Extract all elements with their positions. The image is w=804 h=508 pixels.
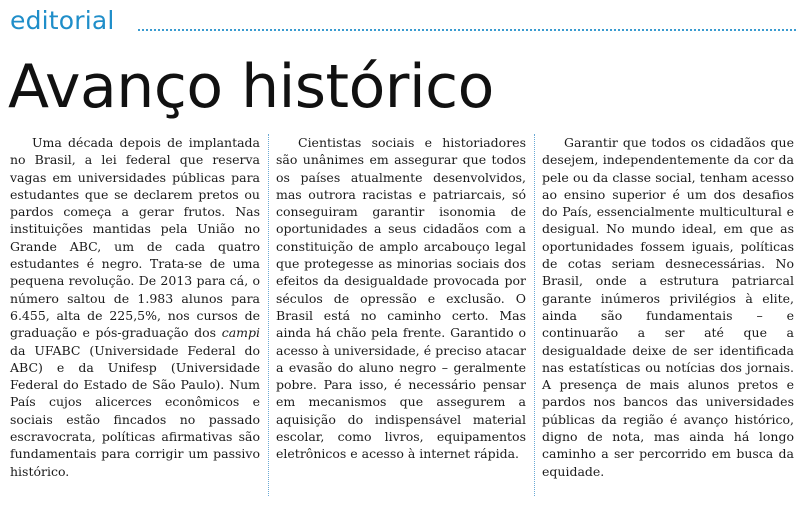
column-divider-2 (534, 134, 535, 496)
column-1-text-end: da UFABC (Universidade Federal do ABC) e da Unifesp (Universidade Federal do Estado de São Paulo). Num País cujos alicerces econômicos e sociais estão fincados no passado escravocrata, políticas afirmativas são fundamentais para corrigir um passivo histórico. (10, 342, 260, 479)
article-body (0, 134, 804, 504)
article-column-1 (10, 134, 260, 480)
column-1-paragraph (10, 134, 260, 480)
section-label: editorial (10, 6, 115, 35)
article-column-2 (276, 134, 526, 463)
column-1-text-start: Uma década depois de implantada no Brasil, a lei federal que reserva vagas em universidades públicas para estudantes que se declarem pretos ou pardos começa a gerar frutos. Nas instituições mantidas pela União no Grande ABC, um de cada quatro estudantes é negro. Trata-se de uma pequena revolução. De 2013 para cá, o número saltou de 1.983 alunos para 6.455, alta de 225,5%, nos cursos de graduação e pós-graduação dos (10, 135, 260, 341)
section-dotted-rule (138, 29, 796, 31)
column-3-paragraph: Garantir que todos os cidadãos que desejem, independentemente da cor da pele ou da classe social, tenham acesso ao ensino superior é um dos desafios do País, essencialmente multicultural e desigual. No mundo ideal, em que as oportunidades fossem iguais, políticas de cotas seriam desnecessárias. No Brasil, onde a estrutura patriarcal garante inúmeros privilégios à elite, ainda são fundamentais – e continuarão a ser até que a desigualdade deixe de ser identificada nas estatísticas ou notícias dos jornais. A presença de mais alunos pretos e pardos nos bancos das universidades públicas da região é avanço histórico, digno de nota, mas ainda há longo caminho a ser percorrido em busca da equidade. (542, 135, 794, 479)
article-column-3 (542, 134, 794, 480)
column-1-italic-term: campi (221, 325, 260, 341)
column-2-paragraph: Cientistas sociais e historiadores são unânimes em assegurar que todos os países atualmente desenvolvidos, mas outrora racistas e patriarcais, só conseguiram garantir isonomia de oportunidades a seus cidadãos com a constituição de amplo arcabouço legal que protegesse as minorias sociais dos efeitos da desigualdade provocada por séculos de opressão e exclusão. O Brasil está no caminho certo. Mas ainda há chão pela frente. Garantido o acesso à universidade, é preciso atacar a evasão do aluno negro – geralmente pobre. Para isso, é necessário pensar em mecanismos que assegurem a aquisição do indispensável material escolar, como livros, equipamentos eletrônicos e acesso à internet rápida. (276, 135, 526, 462)
section-header (10, 6, 796, 40)
headline: Avanço histórico (8, 52, 494, 122)
column-divider-1 (268, 134, 269, 496)
